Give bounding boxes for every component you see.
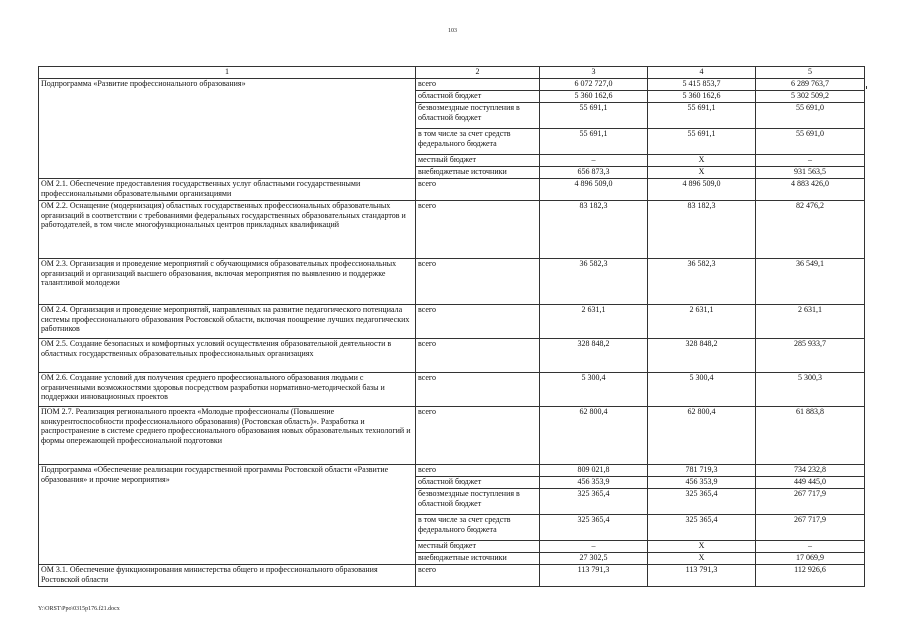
value-cell-col4: 5 360 162,6 xyxy=(648,91,756,103)
table-row xyxy=(39,465,865,477)
value-cell-col4: Х xyxy=(648,155,756,167)
value-cell-col4: 328 848,2 xyxy=(648,339,756,373)
value-cell-col5: 285 933,7 xyxy=(756,339,865,373)
funding-source-cell: всего xyxy=(416,259,540,305)
value-cell-col3: 656 873,3 xyxy=(540,167,648,179)
value-cell-col3: 62 800,4 xyxy=(540,407,648,465)
value-cell-col3: 5 360 162,6 xyxy=(540,91,648,103)
funding-source-cell: местный бюджет xyxy=(416,541,540,553)
value-cell-col5: 82 476,2 xyxy=(756,201,865,259)
value-cell-col3: 5 300,4 xyxy=(540,373,648,407)
value-cell-col3: 6 072 727,0 xyxy=(540,79,648,91)
value-cell-col5: 5 300,3 xyxy=(756,373,865,407)
value-cell-col4: 5 300,4 xyxy=(648,373,756,407)
table-row xyxy=(39,339,865,373)
value-cell-col4: 55 691,1 xyxy=(648,129,756,155)
program-name-cell: ОМ 2.6. Создание условий для получения среднего профессионального образования людьми с ограниченными возможностями здоровья посредством разработки нормативно-методической базы и поддержки инновационных проектов xyxy=(39,373,416,407)
value-cell-col5: 267 717,9 xyxy=(756,515,865,541)
value-cell-col3: 809 021,8 xyxy=(540,465,648,477)
value-cell-col3: 325 365,4 xyxy=(540,489,648,515)
value-cell-col5: 55 691,0 xyxy=(756,129,865,155)
program-name-cell: ПОМ 2.7. Реализация регионального проекта «Молодые профессионалы (Повышение конкурентоспособности профессионального образования) (Ростовская область)». Разработка и распространение в системе среднего профессионального образования новых образовательных технологий и формы опережающей профессиональной подготовки xyxy=(39,407,416,465)
value-cell-col5: 267 717,9 xyxy=(756,489,865,515)
funding-source-cell: внебюджетные источники xyxy=(416,167,540,179)
value-cell-col3: 456 353,9 xyxy=(540,477,648,489)
value-cell-col3: – xyxy=(540,155,648,167)
value-cell-col5: – xyxy=(756,541,865,553)
value-cell-col5: 112 926,6 xyxy=(756,565,865,587)
funding-source-cell: областной бюджет xyxy=(416,91,540,103)
funding-source-cell: всего xyxy=(416,407,540,465)
margin-tick-mark xyxy=(866,86,867,89)
value-cell-col5: 734 232,8 xyxy=(756,465,865,477)
funding-source-cell: всего xyxy=(416,465,540,477)
value-cell-col4: Х xyxy=(648,553,756,565)
value-cell-col4: 2 631,1 xyxy=(648,305,756,339)
value-cell-col3: 36 582,3 xyxy=(540,259,648,305)
value-cell-col5: 449 445,0 xyxy=(756,477,865,489)
funding-source-cell: в том числе за счет средств федерального бюджета xyxy=(416,515,540,541)
funding-source-cell: в том числе за счет средств федерального бюджета xyxy=(416,129,540,155)
value-cell-col5: 2 631,1 xyxy=(756,305,865,339)
table-row xyxy=(39,79,865,91)
funding-source-cell: всего xyxy=(416,179,540,201)
page-number: 103 xyxy=(448,28,457,34)
value-cell-col4: 113 791,3 xyxy=(648,565,756,587)
value-cell-col4: Х xyxy=(648,167,756,179)
value-cell-col5: 931 563,5 xyxy=(756,167,865,179)
value-cell-col4: 5 415 853,7 xyxy=(648,79,756,91)
value-cell-col4: Х xyxy=(648,541,756,553)
value-cell-col4: 456 353,9 xyxy=(648,477,756,489)
value-cell-col4: 55 691,1 xyxy=(648,103,756,129)
funding-source-cell: всего xyxy=(416,305,540,339)
value-cell-col3: 55 691,1 xyxy=(540,103,648,129)
funding-source-cell: безвозмездные поступления в областной бюджет xyxy=(416,103,540,129)
program-name-cell: ОМ 2.5. Создание безопасных и комфортных условий осуществления образовательной деятельности в областных государственных образовательных профессиональных организациях xyxy=(39,339,416,373)
table-row xyxy=(39,179,865,201)
value-cell-col5: 4 883 426,0 xyxy=(756,179,865,201)
value-cell-col3: 4 896 509,0 xyxy=(540,179,648,201)
program-name-cell: ОМ 2.2. Оснащение (модернизация) областных государственных профессиональных образовательных организаций в соответствии с требованиями федеральных государственных образовательных стандартов и работодателей, в том числе многофункциональных центров прикладных квалификаций xyxy=(39,201,416,259)
column-header-5: 5 xyxy=(756,67,865,79)
value-cell-col3: 55 691,1 xyxy=(540,129,648,155)
funding-source-cell: всего xyxy=(416,339,540,373)
value-cell-col4: 325 365,4 xyxy=(648,489,756,515)
table-row xyxy=(39,201,865,259)
table-row xyxy=(39,407,865,465)
value-cell-col5: 17 069,9 xyxy=(756,553,865,565)
value-cell-col3: 83 182,3 xyxy=(540,201,648,259)
program-name-cell: Подпрограмма «Обеспечение реализации государственной программы Ростовской области «Развитие образования» и прочие мероприятия» xyxy=(39,465,416,565)
funding-source-cell: всего xyxy=(416,565,540,587)
funding-source-cell: безвозмездные поступления в областной бюджет xyxy=(416,489,540,515)
value-cell-col4: 62 800,4 xyxy=(648,407,756,465)
value-cell-col4: 36 582,3 xyxy=(648,259,756,305)
table-row xyxy=(39,259,865,305)
program-name-cell: Подпрограмма «Развитие профессионального образования» xyxy=(39,79,416,179)
column-header-4: 4 xyxy=(648,67,756,79)
column-number-row xyxy=(39,67,865,79)
funding-source-cell: всего xyxy=(416,79,540,91)
value-cell-col3: 325 365,4 xyxy=(540,515,648,541)
value-cell-col4: 83 182,3 xyxy=(648,201,756,259)
value-cell-col3: 113 791,3 xyxy=(540,565,648,587)
value-cell-col5: – xyxy=(756,155,865,167)
value-cell-col3: 328 848,2 xyxy=(540,339,648,373)
value-cell-col5: 61 883,8 xyxy=(756,407,865,465)
table-body xyxy=(39,79,865,587)
table-row xyxy=(39,565,865,587)
program-name-cell: ОМ 2.1. Обеспечение предоставления государственных услуг областными государственными профессиональными образовательными организациями xyxy=(39,179,416,201)
column-header-2: 2 xyxy=(416,67,540,79)
value-cell-col5: 36 549,1 xyxy=(756,259,865,305)
value-cell-col3: 27 302,5 xyxy=(540,553,648,565)
column-header-1: 1 xyxy=(39,67,416,79)
budget-table xyxy=(38,66,865,587)
value-cell-col4: 4 896 509,0 xyxy=(648,179,756,201)
value-cell-col5: 55 691,0 xyxy=(756,103,865,129)
table-row xyxy=(39,305,865,339)
program-name-cell: ОМ 2.3. Организация и проведение мероприятий с обучающимися образовательных профессиональных организаций и организаций высшего образования, включая мероприятия по выявлению и поддержке талантливой молодежи xyxy=(39,259,416,305)
funding-source-cell: областной бюджет xyxy=(416,477,540,489)
program-name-cell: ОМ 3.1. Обеспечение функционирования министерства общего и профессионального образования Ростовской области xyxy=(39,565,416,587)
value-cell-col5: 6 289 763,7 xyxy=(756,79,865,91)
funding-source-cell: внебюджетные источники xyxy=(416,553,540,565)
value-cell-col5: 5 302 509,2 xyxy=(756,91,865,103)
table-row xyxy=(39,373,865,407)
value-cell-col4: 781 719,3 xyxy=(648,465,756,477)
funding-source-cell: всего xyxy=(416,373,540,407)
program-name-cell: ОМ 2.4. Организация и проведение мероприятий, направленных на развитие педагогического потенциала системы профессионального образования Ростовской области, включая поощрение лучших педагогических работников xyxy=(39,305,416,339)
value-cell-col3: 2 631,1 xyxy=(540,305,648,339)
column-header-3: 3 xyxy=(540,67,648,79)
funding-source-cell: местный бюджет xyxy=(416,155,540,167)
value-cell-col3: – xyxy=(540,541,648,553)
value-cell-col4: 325 365,4 xyxy=(648,515,756,541)
footer-file-path: Y:\ORST\Ppo\0315p176.f21.docx xyxy=(38,606,120,612)
funding-source-cell: всего xyxy=(416,201,540,259)
